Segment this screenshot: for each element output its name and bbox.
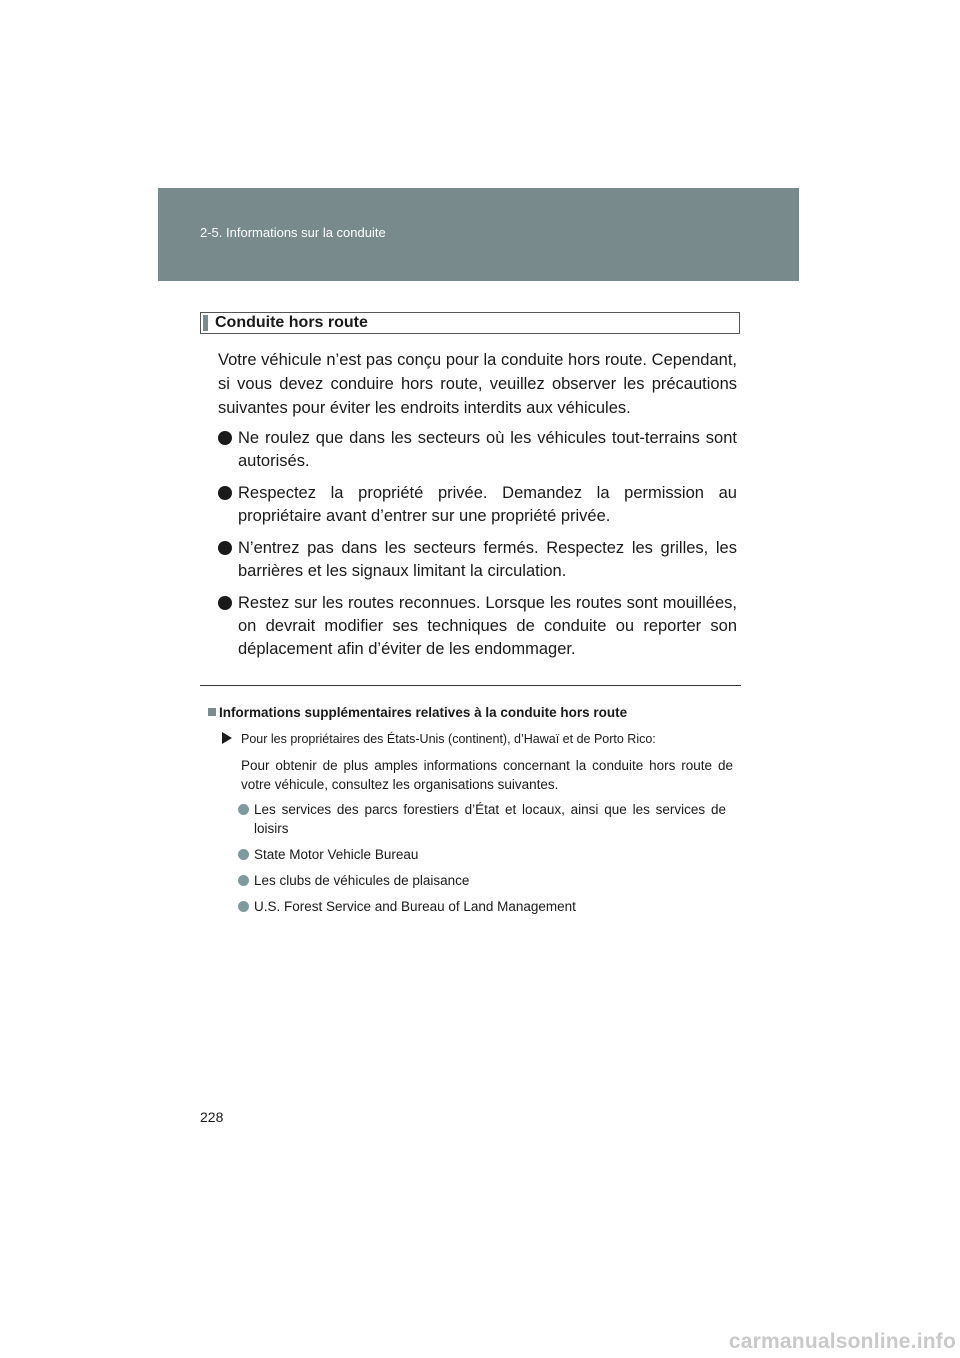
list-item-text: U.S. Forest Service and Bureau of Land Management <box>254 899 576 914</box>
precautions-list <box>218 427 737 670</box>
note-paragraph <box>241 756 733 794</box>
list-item <box>238 897 726 916</box>
watermark: carmanualsonline.info <box>728 1330 956 1353</box>
title-accent-bar <box>203 315 208 331</box>
bullet-icon <box>218 431 232 445</box>
note-paragraph-text: Pour obtenir de plus amples informations concernant la conduite hors route de votre véhicule, consultez les organisations suivantes. <box>241 758 733 792</box>
bullet-icon <box>238 901 249 912</box>
list-item-text: State Motor Vehicle Bureau <box>254 847 419 862</box>
list-item <box>218 537 737 583</box>
list-item-text: N’entrez pas dans les secteurs fermés. Respectez les grilles, les barrières et les signaux limitant la circulation. <box>238 539 737 580</box>
region-line <box>222 732 656 746</box>
region-text: Pour les propriétaires des États-Unis (continent), d’Hawaï et de Porto Rico: <box>241 732 656 746</box>
intro-text: Votre véhicule n’est pas conçu pour la conduite hors route. Cependant, si vous devez conduire hors route, veuillez observer les précautions suivantes pour éviter les endroits interdits aux véhicules. <box>218 351 737 417</box>
list-item-text: Respectez la propriété privée. Demandez la permission au propriétaire avant d’entrer sur une propriété privée. <box>238 484 737 525</box>
note-heading-text: Informations supplémentaires relatives à la conduite hors route <box>219 705 628 720</box>
list-item-text: Ne roulez que dans les secteurs où les véhicules tout-terrains sont autorisés. <box>238 429 737 470</box>
list-item <box>218 427 737 473</box>
bullet-icon <box>238 804 249 815</box>
bullet-icon <box>218 541 232 555</box>
section-breadcrumb: 2-5. Informations sur la conduite <box>200 225 386 240</box>
list-item <box>238 845 726 864</box>
note-heading <box>208 705 627 720</box>
square-bullet-icon <box>208 708 216 716</box>
list-item-text: Les clubs de véhicules de plaisance <box>254 873 470 888</box>
section-title-box <box>200 312 740 334</box>
list-item <box>218 482 737 528</box>
list-item <box>238 871 726 890</box>
arrow-right-icon <box>222 732 232 744</box>
page-title: Conduite hors route <box>215 314 368 331</box>
list-item <box>218 592 737 661</box>
list-item <box>238 800 726 838</box>
bullet-icon <box>218 486 232 500</box>
bullet-icon <box>238 849 249 860</box>
bullet-icon <box>218 596 232 610</box>
intro-paragraph <box>218 348 737 420</box>
page-number: 228 <box>200 1109 224 1125</box>
list-item-text: Les services des parcs forestiers d’État et locaux, ainsi que les services de loisirs <box>254 802 726 836</box>
bullet-icon <box>238 875 249 886</box>
list-item-text: Restez sur les routes reconnues. Lorsque les routes sont mouillées, on devrait modifier ses techniques de conduite ou reporter son déplacement afin d’éviter de les endommager. <box>238 594 737 658</box>
divider <box>200 685 741 686</box>
section-header-band <box>158 188 799 281</box>
organizations-list <box>238 800 726 923</box>
